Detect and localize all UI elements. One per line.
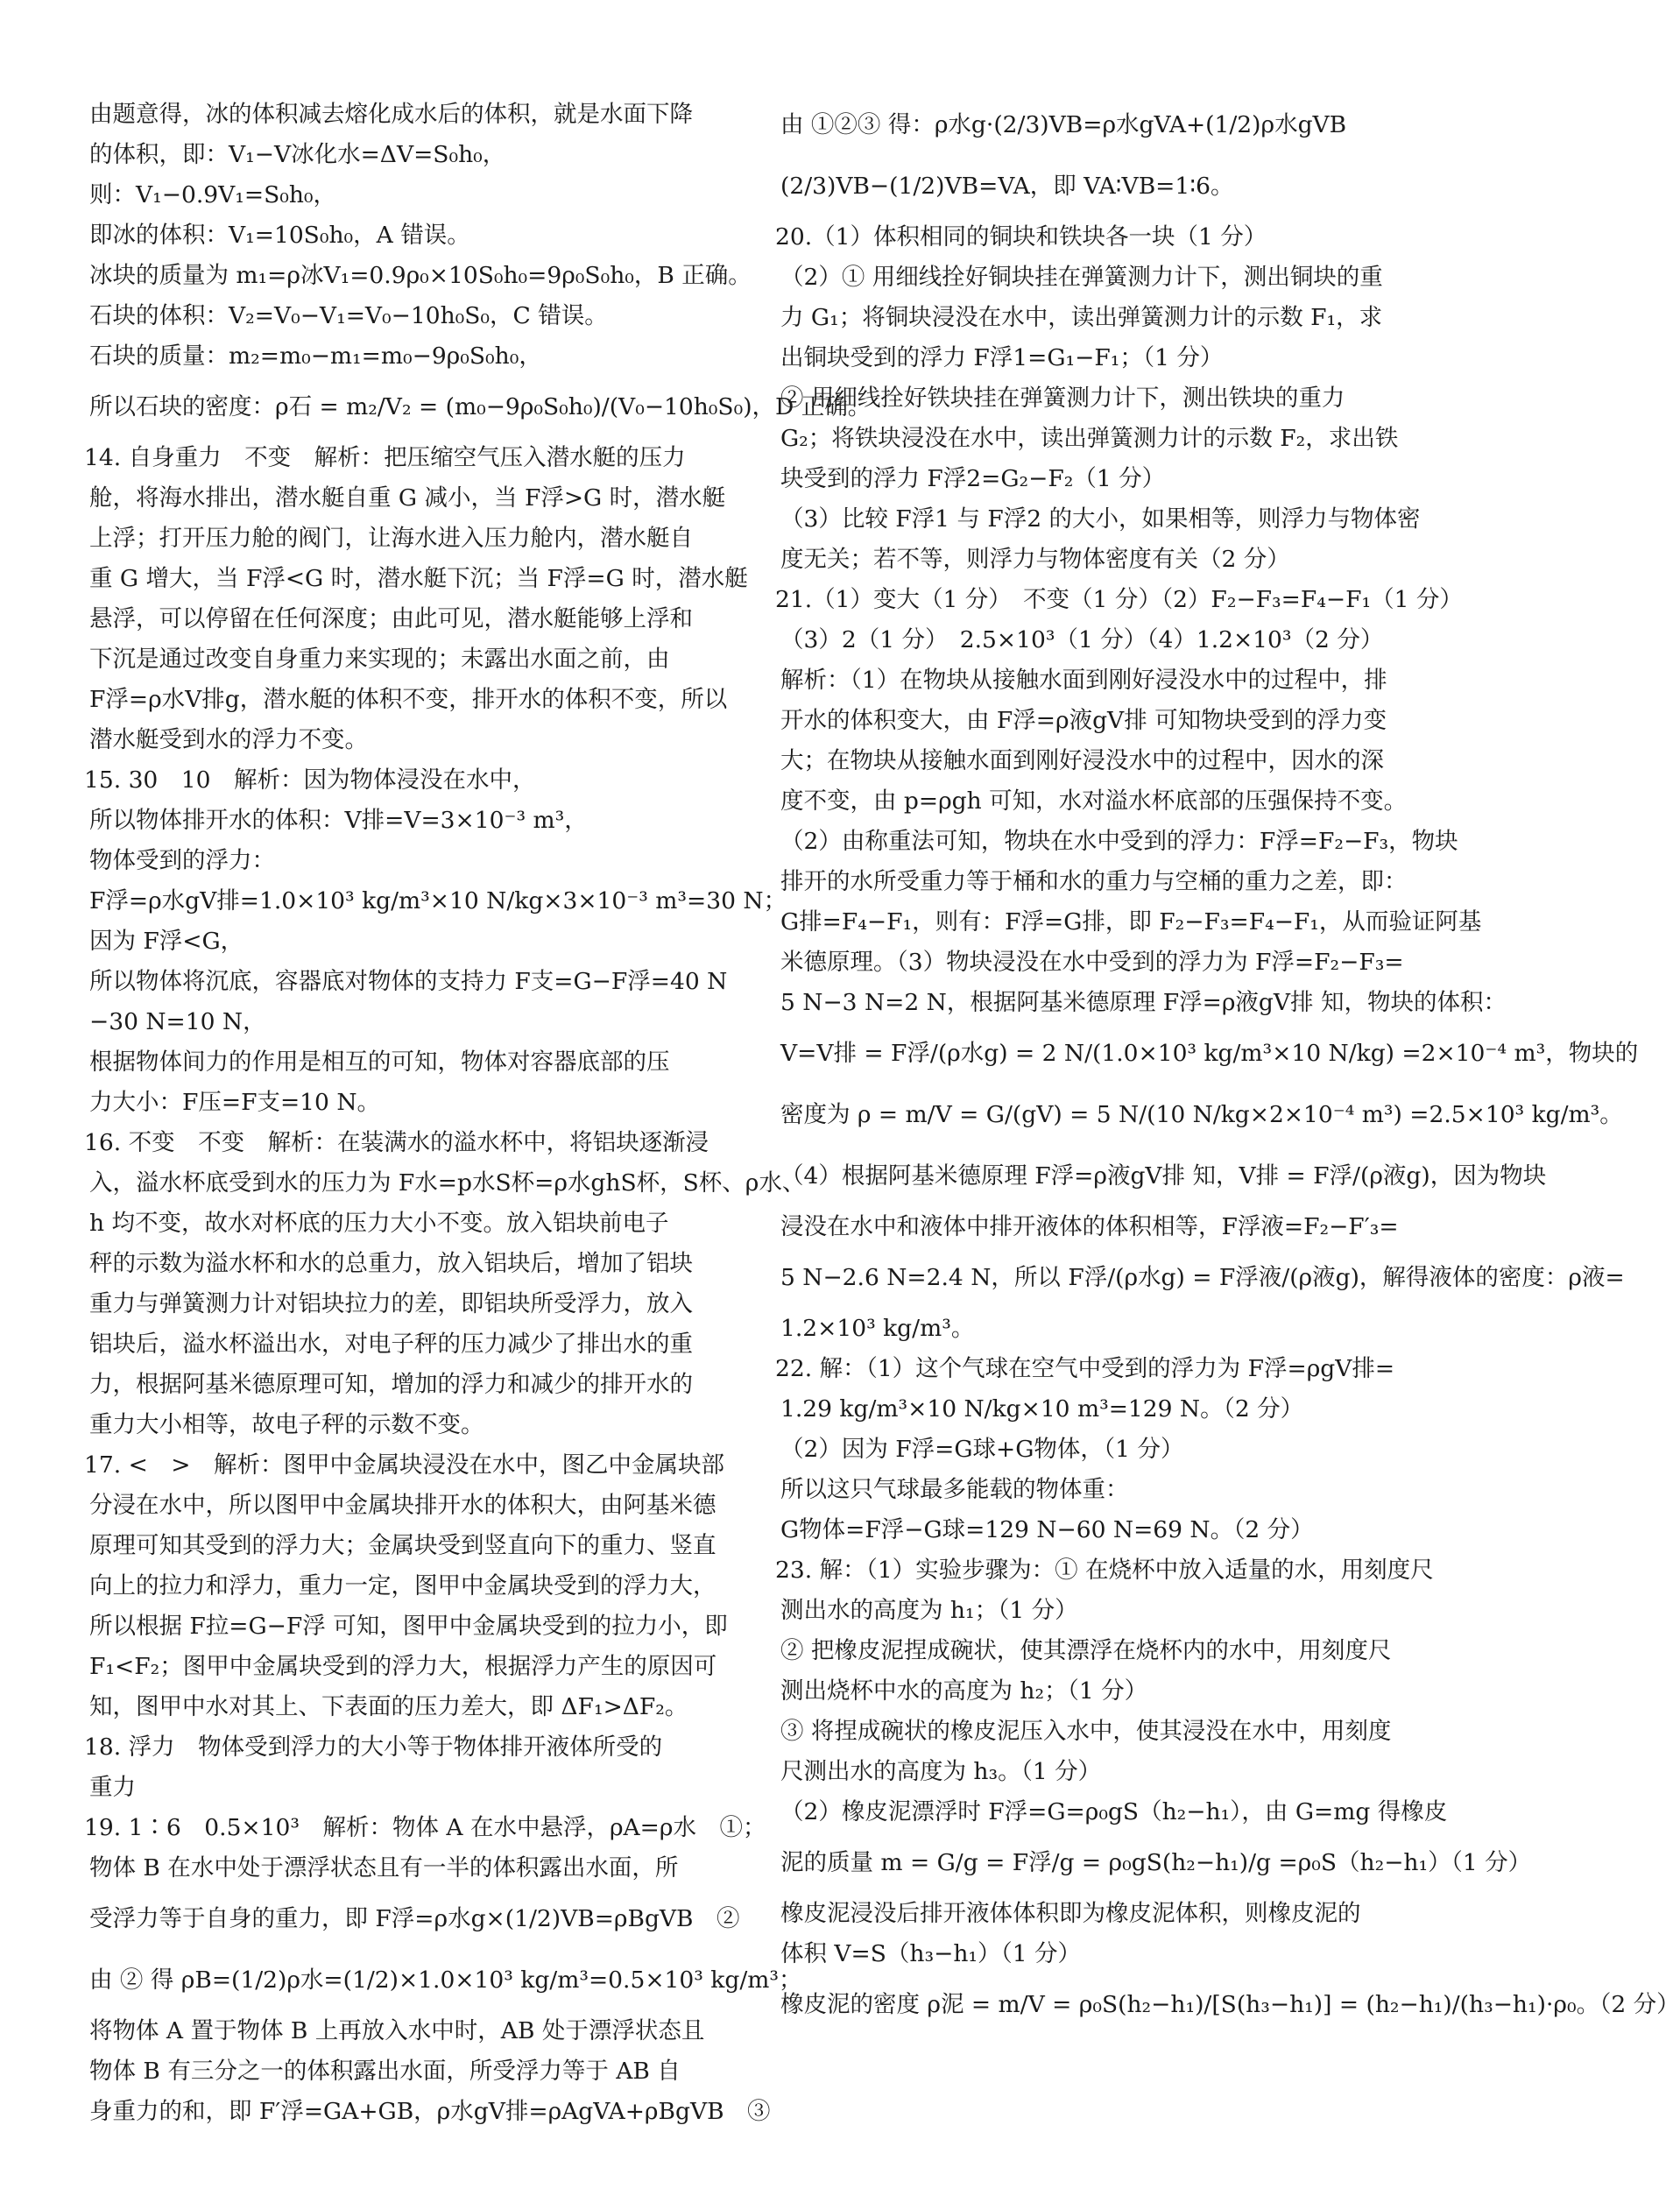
text-line: h 均不变，故水对杯底的压力大小不变。放入铝块前电子 bbox=[89, 1210, 669, 1237]
text-line: ② 用细线拴好铁块挂在弹簧测力计下，测出铁块的重力 bbox=[780, 385, 1345, 412]
question-answer-start: 16. 不变 不变 解析：在装满水的溢水杯中，将铝块逐渐浸 bbox=[84, 1129, 709, 1156]
text-line: 将物体 A 置于物体 B 上再放入水中时，AB 处于漂浮状态且 bbox=[89, 2017, 705, 2044]
text-line: 则：V₁−0.9V₁=S₀h₀， bbox=[89, 181, 337, 208]
text-line: （2）因为 F浮=G球+G物体，（1 分） bbox=[780, 1436, 1184, 1463]
question-answer-start: 14. 自身重力 不变 解析：把压缩空气压入潜水艇的压力 bbox=[84, 444, 686, 471]
text-line: (2/3)VB−(1/2)VB=VA，即 VA∶VB=1∶6。 bbox=[780, 173, 1234, 200]
text-line: G物体=F浮−G球=129 N−60 N=69 N。（2 分） bbox=[780, 1516, 1314, 1543]
question-answer-start: 21.（1）变大（1 分） 不变（1 分）（2）F₂−F₃=F₄−F₁（1 分） bbox=[775, 586, 1463, 613]
text-line: 1.2×10³ kg/m³。 bbox=[780, 1315, 975, 1342]
text-line: 的体积，即：V₁−V冰化水=ΔV=S₀h₀， bbox=[89, 141, 506, 168]
text-line: 大；在物块从接触水面到刚好浸没水中的过程中，因水的深 bbox=[780, 747, 1384, 774]
text-line: 浸没在水中和液体中排开液体的体积相等，F浮液=F₂−F′₃= bbox=[780, 1213, 1399, 1240]
text-line: F浮=ρ水V排g，潜水艇的体积不变，排开水的体积不变，所以 bbox=[89, 686, 728, 713]
text-line: 泥的质量 m = G/g = F浮/g = ρ₀gS(h₂−h₁)/g =ρ₀S（h₂−h₁）（1 分） bbox=[780, 1849, 1532, 1876]
text-line: 铝块后，溢水杯溢出水，对电子秤的压力减少了排出水的重 bbox=[89, 1331, 693, 1358]
text-line: 知，图甲中水对其上、下表面的压力差大，即 ΔF₁>ΔF₂。 bbox=[89, 1693, 688, 1720]
text-line: 入，溢水杯底受到水的压力为 F水=p水S杯=ρ水ghS杯，S杯、ρ水、 bbox=[89, 1169, 806, 1197]
question-answer-start: 18. 浮力 物体受到浮力的大小等于物体排开液体所受的 bbox=[84, 1733, 663, 1761]
text-line: G₂；将铁块浸没在水中，读出弹簧测力计的示数 F₂，求出铁 bbox=[780, 425, 1399, 452]
text-line: 出铜块受到的浮力 F浮1=G₁−F₁；（1 分） bbox=[780, 344, 1224, 371]
text-line: 潜水艇受到水的浮力不变。 bbox=[89, 726, 368, 753]
text-line: 开水的体积变大，由 F浮=ρ液gV排 可知物块受到的浮力变 bbox=[780, 707, 1387, 734]
text-line: 尺测出水的高度为 h₃。（1 分） bbox=[780, 1758, 1102, 1785]
text-line: （3）比较 F浮1 与 F浮2 的大小，如果相等，则浮力与物体密 bbox=[780, 505, 1421, 533]
text-line: 上浮；打开压力舱的阀门，让海水进入压力舱内，潜水艇自 bbox=[89, 525, 693, 552]
text-line: 5 N−3 N=2 N，根据阿基米德原理 F浮=ρ液gV排 知，物块的体积： bbox=[780, 989, 1507, 1016]
text-line: 物体受到的浮力： bbox=[89, 847, 275, 874]
text-line: 重力大小相等，故电子秤的示数不变。 bbox=[89, 1411, 484, 1438]
text-line: 橡皮泥的密度 ρ泥 = m/V = ρ₀S(h₂−h₁)/[S(h₃−h₁)] = (h₂−h₁)/(h₃−h₁)·ρ₀。（2 分） bbox=[780, 1991, 1680, 2018]
text-line: 排开的水所受重力等于桶和水的重力与空桶的重力之差，即： bbox=[780, 868, 1408, 895]
text-line: 秤的示数为溢水杯和水的总重力，放入铝块后，增加了铝块 bbox=[89, 1250, 693, 1277]
text-line: 米德原理。（3）物块浸没在水中受到的浮力为 F浮=F₂−F₃= bbox=[780, 949, 1404, 976]
text-line: 1.29 kg/m³×10 N/kg×10 m³=129 N。（2 分） bbox=[780, 1395, 1304, 1423]
text-line: 度无关；若不等，则浮力与物体密度有关（2 分） bbox=[780, 546, 1290, 573]
question-answer-start: 17. < > 解析：图甲中金属块浸没在水中，图乙中金属块部 bbox=[84, 1451, 724, 1479]
text-line: ② 把橡皮泥捏成碗状，使其漂浮在烧杯内的水中，用刻度尺 bbox=[780, 1637, 1392, 1664]
text-line: （2）由称重法可知，物块在水中受到的浮力：F浮=F₂−F₃，物块 bbox=[780, 828, 1458, 855]
text-line: 所以这只气球最多能载的物体重： bbox=[780, 1476, 1129, 1503]
text-line: 橡皮泥浸没后排开液体体积即为橡皮泥体积，则橡皮泥的 bbox=[780, 1900, 1361, 1927]
text-line: 力，根据阿基米德原理可知，增加的浮力和减少的排开水的 bbox=[89, 1371, 693, 1398]
text-line: 由 ② 得 ρB=(1/2)ρ水=(1/2)×1.0×10³ kg/m³=0.5×10³ kg/m³； bbox=[89, 1966, 802, 1994]
text-line: 所以物体排开水的体积：V排=V=3×10⁻³ m³， bbox=[89, 807, 588, 834]
text-line: 石块的体积：V₂=V₀−V₁=V₀−10h₀S₀，C 错误。 bbox=[89, 302, 608, 329]
text-line: 体积 V=S（h₃−h₁）（1 分） bbox=[780, 1940, 1082, 1967]
text-line: 受浮力等于自身的重力，即 F浮=ρ水g×(1/2)VB=ρBgVB ② bbox=[89, 1905, 740, 1932]
text-line: 力大小：F压=F支=10 N。 bbox=[89, 1089, 381, 1116]
text-line: 重力 bbox=[89, 1774, 136, 1801]
text-line: 5 N−2.6 N=2.4 N，所以 F浮/(ρ水g) = F浮液/(ρ液g)，解得液体的密度：ρ液= bbox=[780, 1264, 1625, 1291]
question-answer-start: 19. 1∶6 0.5×10³ 解析：物体 A 在水中悬浮，ρA=ρ水 ①； bbox=[84, 1814, 766, 1841]
text-line: 测出烧杯中水的高度为 h₂；（1 分） bbox=[780, 1677, 1148, 1705]
text-line: 密度为 ρ = m/V = G/(gV) = 5 N/(10 N/kg×2×10⁻⁴ m³) =2.5×10³ kg/m³。 bbox=[780, 1101, 1623, 1128]
left-column bbox=[84, 95, 872, 2132]
text-line: 由 ①②③ 得：ρ水g·(2/3)VB=ρ水gVA+(1/2)ρ水gVB bbox=[780, 111, 1347, 138]
text-line: 冰块的质量为 m₁=ρ冰V₁=0.9ρ₀×10S₀h₀=9ρ₀S₀h₀，B 正确。 bbox=[89, 262, 752, 289]
text-line: ③ 将捏成碗状的橡皮泥压入水中，使其浸没在水中，用刻度 bbox=[780, 1718, 1392, 1745]
text-line: 物体 B 有三分之一的体积露出水面，所受浮力等于 AB 自 bbox=[89, 2058, 681, 2085]
text-line: 悬浮，可以停留在任何深度；由此可见，潜水艇能够上浮和 bbox=[89, 605, 693, 632]
text-line: （2）橡皮泥漂浮时 F浮=G=ρ₀gS（h₂−h₁），由 G=mg 得橡皮 bbox=[780, 1798, 1448, 1825]
text-line: F₁<F₂；图甲中金属块受到的浮力大，根据浮力产生的原因可 bbox=[89, 1653, 717, 1680]
text-line: 石块的质量：m₂=m₀−m₁=m₀−9ρ₀S₀h₀， bbox=[89, 342, 542, 370]
text-line: 解析：（1）在物块从接触水面到刚好浸没水中的过程中，排 bbox=[780, 667, 1387, 694]
text-line: 原理可知其受到的浮力大；金属块受到竖直向下的重力、竖直 bbox=[89, 1532, 716, 1559]
text-line: V=V排 = F浮/(ρ水g) = 2 N/(1.0×10³ kg/m³×10 N/kg) =2×10⁻⁴ m³，物块的 bbox=[780, 1040, 1639, 1067]
text-line: 由题意得，冰的体积减去熔化成水后的体积，就是水面下降 bbox=[89, 101, 693, 128]
text-line: 下沉是通过改变自身重力来实现的；未露出水面之前，由 bbox=[89, 646, 670, 673]
text-line: 块受到的浮力 F浮2=G₂−F₂（1 分） bbox=[780, 465, 1166, 492]
text-line: （2）① 用细线拴好铜块挂在弹簧测力计下，测出铜块的重 bbox=[780, 264, 1383, 291]
text-line: −30 N=10 N， bbox=[89, 1008, 266, 1035]
text-line: 测出水的高度为 h₁；（1 分） bbox=[780, 1597, 1078, 1624]
question-answer-start: 20.（1）体积相同的铜块和铁块各一块（1 分） bbox=[775, 223, 1267, 251]
text-line: G排=F₄−F₁，则有：F浮=G排，即 F₂−F₃=F₄−F₁，从而验证阿基 bbox=[780, 908, 1482, 936]
text-line: 重力与弹簧测力计对铝块拉力的差，即铝块所受浮力，放入 bbox=[89, 1290, 693, 1317]
text-line: 即冰的体积：V₁=10S₀h₀，A 错误。 bbox=[89, 222, 470, 249]
text-line: 所以根据 F拉=G−F浮 可知，图甲中金属块受到的拉力小，即 bbox=[89, 1613, 728, 1640]
text-line: 重 G 增大，当 F浮<G 时，潜水艇下沉；当 F浮=G 时，潜水艇 bbox=[89, 565, 748, 592]
text-line: 所以物体将沉底，容器底对物体的支持力 F支=G−F浮=40 N bbox=[89, 968, 728, 995]
text-line: 度不变，由 p=ρgh 可知，水对溢水杯底部的压强保持不变。 bbox=[780, 787, 1408, 815]
question-answer-start: 23. 解：（1）实验步骤为：① 在烧杯中放入适量的水，用刻度尺 bbox=[775, 1557, 1434, 1584]
text-line: （4）根据阿基米德原理 F浮=ρ液gV排 知，V排 = F浮/(ρ液g)，因为物块 bbox=[780, 1162, 1547, 1190]
text-line: F浮=ρ水gV排=1.0×10³ kg/m³×10 N/kg×3×10⁻³ m³=30 N； bbox=[89, 887, 787, 914]
text-line: 向上的拉力和浮力，重力一定，图甲中金属块受到的浮力大， bbox=[89, 1572, 716, 1599]
question-answer-start: 15. 30 10 解析：因为物体浸没在水中， bbox=[84, 766, 536, 794]
text-line: （3）2（1 分） 2.5×10³（1 分）（4）1.2×10³（2 分） bbox=[780, 626, 1384, 653]
question-answer-start: 22. 解：（1）这个气球在空气中受到的浮力为 F浮=ρgV排= bbox=[775, 1355, 1395, 1382]
text-line: 身重力的和，即 F′浮=GA+GB，ρ水gV排=ρAgVA+ρBgVB ③ bbox=[89, 2098, 771, 2125]
text-line: 所以石块的密度：ρ石 = m₂/V₂ = (m₀−9ρ₀S₀h₀)/(V₀−10h₀S₀)，D 正确。 bbox=[89, 393, 872, 420]
text-line: 因为 F浮<G， bbox=[89, 928, 244, 955]
text-line: 舱，将海水排出，潜水艇自重 G 减小，当 F浮>G 时，潜水艇 bbox=[89, 484, 726, 512]
text-line: 物体 B 在水中处于漂浮状态且有一半的体积露出水面，所 bbox=[89, 1854, 679, 1882]
text-line: 分浸在水中，所以图甲中金属块排开水的体积大，由阿基米德 bbox=[89, 1492, 716, 1519]
text-line: 根据物体间力的作用是相互的可知，物体对容器底部的压 bbox=[89, 1049, 670, 1076]
right-column bbox=[775, 95, 1680, 2036]
text-line: 力 G₁；将铜块浸没在水中，读出弹簧测力计的示数 F₁，求 bbox=[780, 304, 1383, 331]
